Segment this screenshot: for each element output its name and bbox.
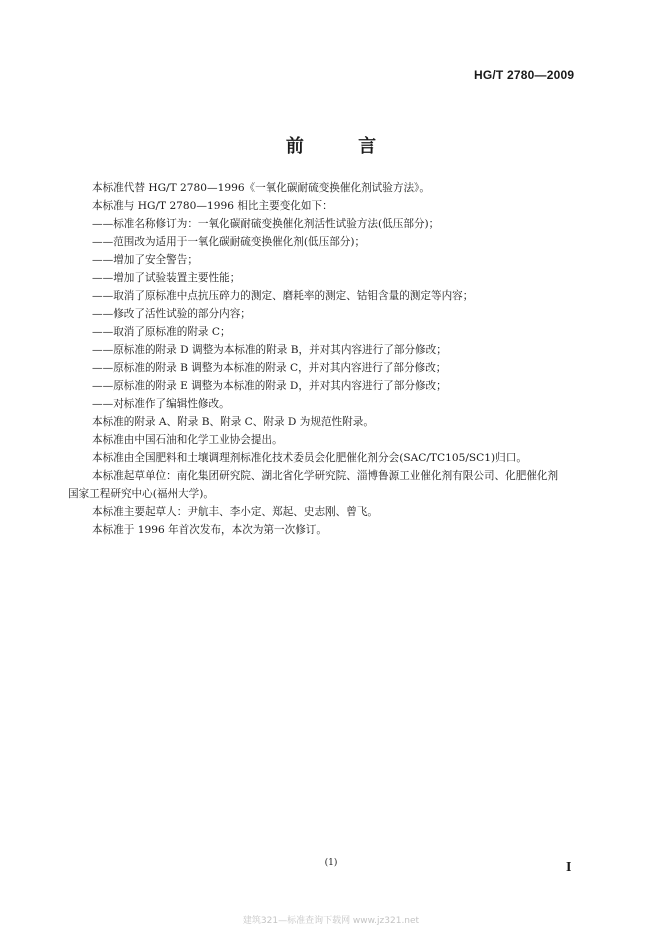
roman-page-number: I [566,860,572,875]
standard-code: HG/T 2780—2009 [474,68,575,82]
foreword-body [68,179,590,539]
change-item: ——取消了原标准的附录 C； [92,326,231,338]
change-item: ——原标准的附录 D 调整为本标准的附录 B，并对其内容进行了部分修改； [92,344,447,356]
change-item: ——范围改为适用于一氧化碳耐硫变换催化剂(低压部分)； [92,236,366,248]
change-item: ——对标准作了编辑性修改。 [92,398,230,410]
text-line: 本标准由中国石油和化学工业协会提出。 [92,434,283,446]
change-item: ——原标准的附录 B 调整为本标准的附录 C，并对其内容进行了部分修改； [92,362,447,374]
text-line: 本标准由全国肥料和土壤调理剂标准化技术委员会化肥催化剂分会(SAC/TC105/SC1)归口。 [92,452,527,464]
change-item: ——取消了原标准中点抗压碎力的测定、磨耗率的测定、钴钼含量的测定等内容； [92,290,474,302]
drafting-units-continuation: 国家工程研究中心(福州大学)。 [68,488,214,500]
text-line: 本标准于 1996 年首次发布，本次为第一次修订。 [92,524,327,536]
change-item: ——修改了活性试验的部分内容； [92,308,251,320]
page-marker: (1) [324,858,338,868]
text-line: 本标准与 HG/T 2780—1996 相比主要变化如下： [92,200,333,212]
drafting-units-line: 本标准起草单位：南化集团研究院、湖北省化学研究院、淄博鲁源工业催化剂有限公司、化肥催化剂 [92,470,559,482]
watermark: 建筑321—标准查询下载网 www.jz321.net [242,916,420,926]
change-item: ——原标准的附录 E 调整为本标准的附录 D，并对其内容进行了部分修改； [92,380,447,392]
text-line: 本标准主要起草人：尹航丰、李小定、郑起、史志刚、曾飞。 [92,506,379,518]
text-line: 本标准的附录 A、附录 B、附录 C、附录 D 为规范性附录。 [92,416,374,428]
change-item: ——增加了安全警告； [92,254,198,266]
change-item: ——标准名称修订为：一氧化碳耐硫变换催化剂活性试验方法(低压部分)； [92,218,440,230]
change-item: ——增加了试验装置主要性能； [92,272,241,284]
text-line: 本标准代替 HG/T 2780—1996《一氧化碳耐硫变换催化剂试验方法》。 [92,182,430,194]
page-title: 前 言 [285,136,401,157]
